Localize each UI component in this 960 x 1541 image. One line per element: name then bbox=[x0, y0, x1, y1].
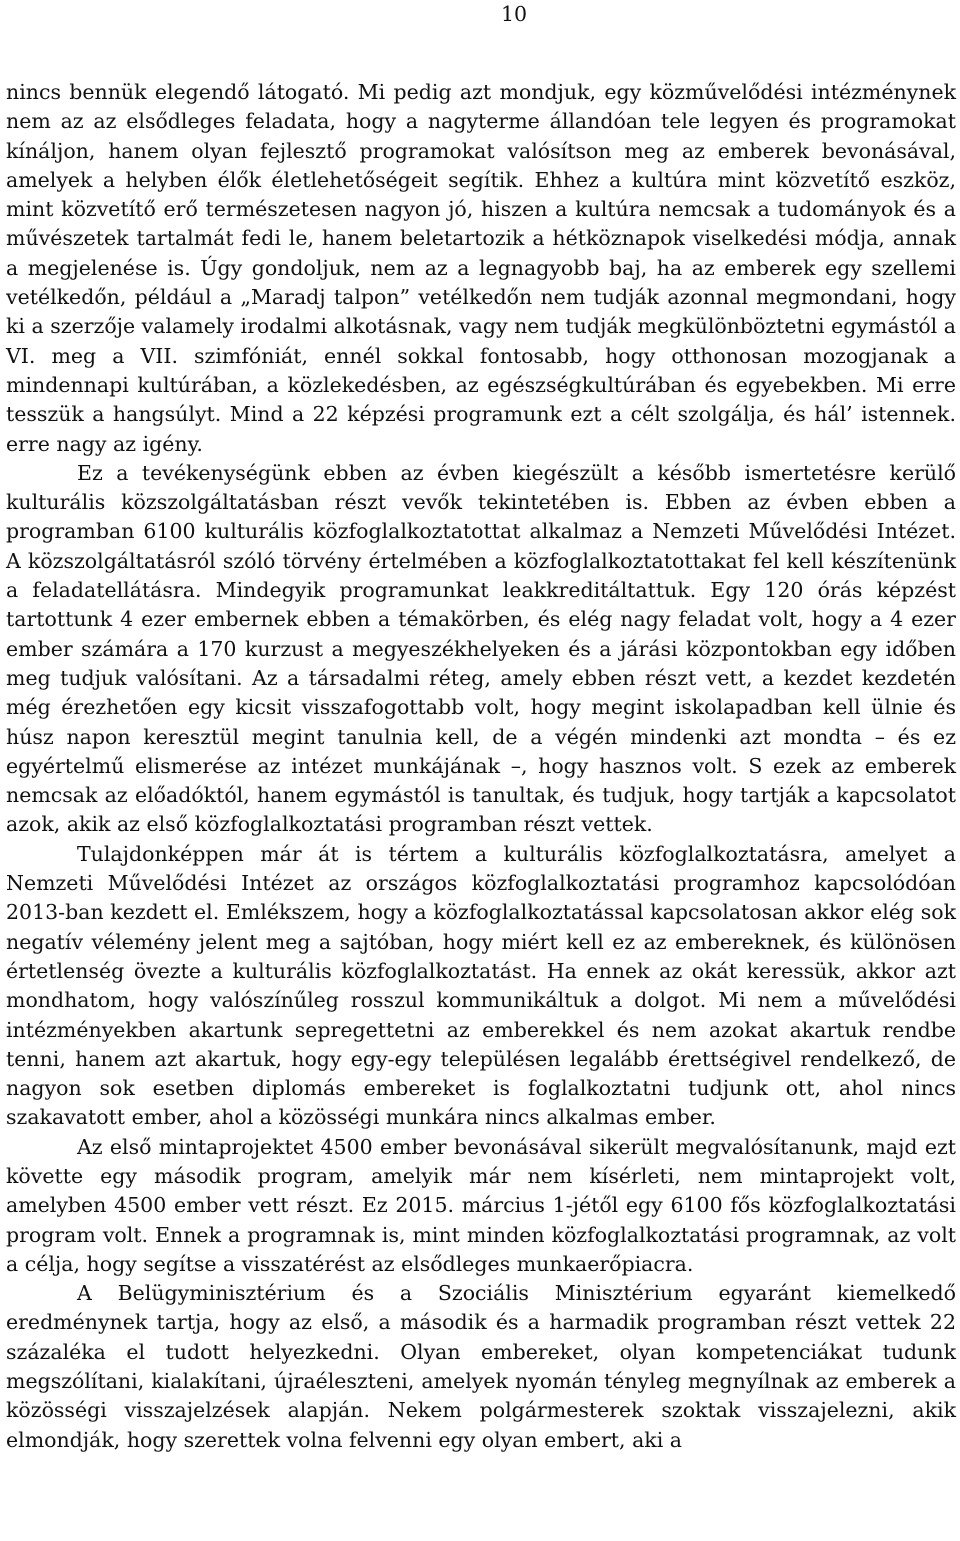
page-number: 10 bbox=[500, 2, 528, 26]
paragraph-1: nincs bennük elegendő látogató. Mi pedig azt mondjuk, egy közművelődési intézménynek nem az az elsődleges feladata, hogy a nagyterme állandóan tele legyen és programokat kínáljon, hanem olyan fejlesztő programokat valósítson meg az emberek bevonásával, amelyek a helyben élők életlehetőségeit segítik. Ehhez a kultúra mint közvetítő eszköz, mint közvetítő erő természetesen nagyon jó, hiszen a kultúra nemcsak a tudományok és a művészetek tartalmát fedi le, hanem beletartozik a hétköznapok viselkedési módja, annak a megjelenése is. Úgy gondoljuk, nem az a legnagyobb baj, ha az emberek egy szellemi vetélkedőn, például a „Maradj talpon” vetélkedőn nem tudják azonnal megmondani, hogy ki a szerzője valamely irodalmi alkotásnak, vagy nem tudják megkülönböztetni egymástól a VI. meg a VII. szimfóniát, ennél sokkal fontosabb, hogy otthonosan mozogjanak a mindennapi kultúrában, a közlekedésben, az egészségkultúrában és egyebekben. Mi erre tesszük a hangsúlyt. Mind a 22 képzési programunk ezt a célt szolgálja, és hál’ istennek. erre nagy az igény. bbox=[6, 80, 956, 456]
paragraph-2: Ez a tevékenységünk ebben az évben kiegészült a később ismertetésre kerülő kulturális közszolgáltatásban részt vevők tekintetében is. Ebben az évben ebben a programban 6100 kulturális közfoglalkoztatottat alkalmaz a Nemzeti Művelődési Intézet. A közszolgáltatásról szóló törvény értelmében a közfoglalkoztatottakat fel kell készítenünk a feladatellátásra. Mindegyik programunkat leakkreditáltattuk. Egy 120 órás képzést tartottunk 4 ezer embernek ebben a témakörben, és elég nagy feladat volt, hogy a 4 ezer ember számára a 170 kurzust a megyeszékhelyeken és a járási központokban egy időben meg tudjuk valósítani. Az a társadalmi réteg, amely ebben részt vett, a kezdet kezdetén még érezhetően egy kicsit visszafogottabb volt, hogy megint iskolapadban kell ülnie és húsz napon keresztül megint tanulnia kell, de a végén mindenki azt mondta – és ez egyértelmű elismerése az intézet munkájának –, hogy hasznos volt. S ezek az emberek nemcsak az előadóktól, hanem egymástól is tanultak, és tudjuk, hogy tartják a kapcsolatot azok, akik az első közfoglalkoztatási programban részt vettek. bbox=[6, 460, 956, 837]
paragraph-5: A Belügyminisztérium és a Szociális Minisztérium egyaránt kiemelkedő eredménynek tartja, hogy az első, a második és a harmadik programban részt vettek 22 százaléka el tudott helyezkedni. Olyan embereket, olyan kompetenciákat tudunk megszólítani, kialakítani, újraéleszteni, amelyek nyomán tényleg megnyílnak az emberek a közösségi visszajelzések alapján. Nekem polgármesterek szoktak visszajelezni, akik elmondják, hogy szerettek volna felvenni egy olyan embert, aki a bbox=[6, 1281, 956, 1452]
document-body bbox=[6, 78, 956, 1455]
paragraph-4: Az első mintaprojektet 4500 ember bevonásával sikerült megvalósítanunk, majd ezt követte egy második program, amelyik már nem kísérleti, nem mintaprojekt volt, amelyben 4500 ember vett részt. Ez 2015. március 1-jétől egy 6100 fős közfoglalkoztatási program volt. Ennek a programnak is, mint minden közfoglalkoztatási programnak, az volt a célja, hogy segítse a visszatérést az elsődleges munkaerőpiacra. bbox=[6, 1134, 956, 1276]
paragraph-3: Tulajdonképpen már át is tértem a kulturális közfoglalkoztatásra, amelyet a Nemzeti Művelődési Intézet az országos közfoglalkoztatási programhoz kapcsolódóan 2013-ban kezdett el. Emlékszem, hogy a közfoglalkoztatással kapcsolatosan akkor elég sok negatív vélemény jelent meg a sajtóban, hogy miért kell ez az embereknek, és különösen értetlenség övezte a kulturális közfoglalkoztatást. Ha ennek az okát keressük, akkor azt mondhatom, hogy valószínűleg rosszul kommunikáltuk a dolgot. Mi nem a művelődési intézményekben akartunk sepregettetni az emberekkel és nem azokat akartuk rendbe tenni, hanem azt akartuk, hogy egy-egy településen legalább érettségivel rendelkező, de nagyon sok esetben diplomás embereket is foglalkoztatni tudjunk ott, ahol nincs szakavatott ember, ahol a közösségi munkára nincs alkalmas ember. bbox=[6, 841, 956, 1130]
